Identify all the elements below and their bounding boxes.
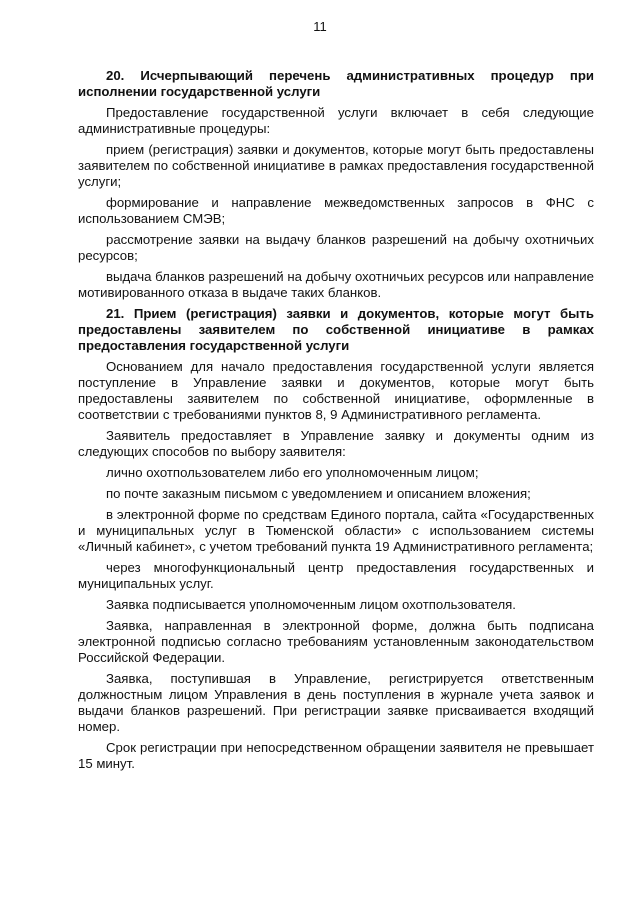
document-body — [78, 68, 594, 777]
paragraph: Срок регистрации при непосредственном обращении заявителя не превышает 15 минут. — [78, 740, 594, 771]
page-number: 11 — [313, 19, 327, 34]
paragraph: Заявка подписывается уполномоченным лицом охотпользователя. — [106, 597, 516, 612]
paragraph: Предоставление государственной услуги включает в себя следующие административные процедуры: — [78, 105, 594, 136]
section-heading-20: 20. Исчерпывающий перечень административных процедур при исполнении государственной услуги — [78, 68, 594, 99]
section-heading-21: 21. Прием (регистрация) заявки и документов, которые могут быть предоставлены заявителем по собственной инициативе в рамках предоставления государственной услуги — [78, 306, 594, 353]
paragraph: Основанием для начало предоставления государственной услуги является поступление в Управление заявки и документов, которые могут быть предоставлены заявителем по собственной инициативе, оформленные в соответствии с требованиями пунктов 8, 9 Административного регламента. — [78, 359, 594, 422]
list-item: рассмотрение заявки на выдачу бланков разрешений на добычу охотничьих ресурсов; — [78, 232, 594, 263]
list-item: по почте заказным письмом с уведомлением и описанием вложения; — [106, 486, 531, 501]
paragraph: Заявитель предоставляет в Управление заявку и документы одним из следующих способов по выбору заявителя: — [78, 428, 594, 459]
list-item: лично охотпользователем либо его уполномоченным лицом; — [106, 465, 479, 480]
list-item: прием (регистрация) заявки и документов, которые могут быть предоставлены заявителем по собственной инициативе в рамках предоставления государственной услуги; — [78, 142, 594, 189]
list-item: выдача бланков разрешений на добычу охотничьих ресурсов или направление мотивированного отказа в выдаче таких бланков. — [78, 269, 594, 300]
list-item: в электронной форме по средствам Единого портала, сайта «Государственных и муниципальных услуг в Тюменской области» с использованием системы «Личный кабинет», с учетом требований пункта 19 Административного регламента; — [78, 507, 594, 554]
paragraph: Заявка, направленная в электронной форме, должна быть подписана электронной подписью согласно требованиям установленным законодательством Российской Федерации. — [78, 618, 594, 665]
list-item: формирование и направление межведомственных запросов в ФНС с использованием СМЭВ; — [78, 195, 594, 226]
list-item: через многофункциональный центр предоставления государственных и муниципальных услуг. — [78, 560, 594, 591]
paragraph: Заявка, поступившая в Управление, регистрируется ответственным должностным лицом Управления в день поступления в журнале учета заявок и выдачи бланков разрешений. При регистрации заявке присваивается входящий номер. — [78, 671, 594, 734]
